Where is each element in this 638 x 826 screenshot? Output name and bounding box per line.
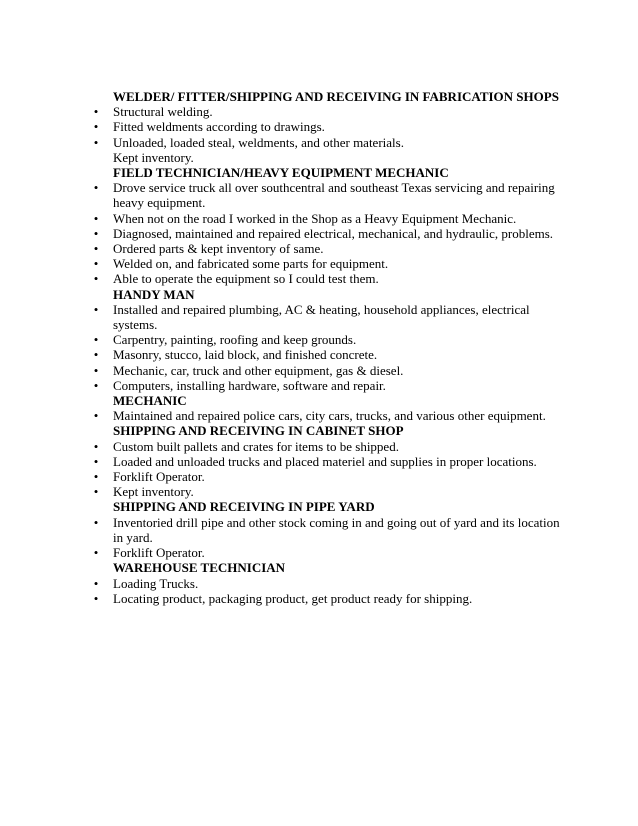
bullet-icon — [91, 226, 101, 241]
bullet-icon — [91, 241, 101, 256]
bullet-item — [113, 576, 563, 591]
bullet-item — [113, 469, 563, 484]
bullet-icon — [91, 271, 101, 286]
bullet-icon — [91, 347, 101, 362]
bullet-item — [113, 180, 563, 210]
bullet-icon — [91, 439, 101, 454]
bullet-item — [113, 408, 563, 423]
bullet-item — [113, 484, 563, 499]
bullet-icon — [91, 591, 101, 606]
bullet-item — [113, 104, 563, 119]
bullet-item — [113, 211, 563, 226]
bullet-text: Able to operate the equipment so I could test them. — [113, 271, 379, 287]
bullet-icon — [91, 332, 101, 347]
bullet-icon — [91, 211, 101, 226]
bullet-icon — [91, 378, 101, 393]
bullet-icon — [91, 256, 101, 271]
bullet-icon — [91, 454, 101, 469]
section-title: FIELD TECHNICIAN/HEAVY EQUIPMENT MECHANIC — [113, 165, 449, 181]
bullet-item — [113, 439, 563, 454]
bullet-text: Custom built pallets and crates for items to be shipped. — [113, 438, 399, 454]
resume-work-history — [0, 89, 638, 606]
bullet-item — [113, 135, 563, 150]
section-title: MECHANIC — [113, 393, 187, 409]
bullet-text: Masonry, stucco, laid block, and finished concrete. — [113, 347, 378, 363]
job-section — [0, 499, 638, 560]
bullet-icon — [91, 545, 101, 560]
bullet-item — [113, 332, 563, 347]
section-title: SHIPPING AND RECEIVING IN PIPE YARD — [113, 499, 375, 515]
bullet-item — [113, 226, 563, 241]
bullet-text: Installed and repaired plumbing, AC & heating, household appliances, electrical systems. — [113, 301, 530, 333]
bullet-item — [113, 347, 563, 362]
bullet-text: Ordered parts & kept inventory of same. — [113, 241, 324, 257]
bullet-item — [113, 363, 563, 378]
bullet-icon — [91, 302, 101, 317]
bullet-item — [113, 378, 563, 393]
bullet-icon — [91, 104, 101, 119]
bullet-text: Carpentry, painting, roofing and keep grounds. — [113, 332, 357, 348]
bullet-text: Computers, installing hardware, software and repair. — [113, 377, 386, 393]
section-title: WAREHOUSE TECHNICIAN — [113, 560, 286, 576]
section-title: WELDER/ FITTER/SHIPPING AND RECEIVING IN FABRICATION SHOPS — [113, 89, 559, 104]
bullet-text: Diagnosed, maintained and repaired electrical, mechanical, and hydraulic, problems. — [113, 225, 554, 241]
job-section — [0, 287, 638, 393]
bullet-icon — [91, 119, 101, 134]
bullet-icon — [91, 363, 101, 378]
bullet-text: Forklift Operator. — [113, 469, 205, 485]
bullet-item — [113, 241, 563, 256]
job-section — [0, 560, 638, 606]
bullet-item — [113, 515, 563, 545]
bullet-item — [113, 256, 563, 271]
job-section — [0, 393, 638, 423]
bullet-icon — [91, 408, 101, 423]
bullet-item — [113, 591, 563, 606]
bullet-item — [113, 119, 563, 134]
bullet-text: Maintained and repaired police cars, city cars, trucks, and various other equipment. — [113, 408, 546, 424]
bullet-text: Mechanic, car, truck and other equipment, gas & diesel. — [113, 362, 404, 378]
bullet-icon — [91, 515, 101, 530]
bullet-text: Kept inventory. — [113, 484, 194, 500]
bullet-icon — [91, 484, 101, 499]
bullet-icon — [91, 576, 101, 591]
job-section — [0, 89, 638, 165]
bullet-text: Loaded and unloaded trucks and placed materiel and supplies in proper locations. — [113, 453, 537, 469]
bullet-text: Structural welding. — [113, 104, 213, 120]
bullet-item — [113, 271, 563, 286]
bullet-item — [113, 545, 563, 560]
job-section — [0, 165, 638, 287]
bullet-icon — [91, 180, 101, 195]
bullet-text: Welded on, and fabricated some parts for equipment. — [113, 256, 389, 272]
bullet-text: Loading Trucks. — [113, 575, 199, 591]
bullet-text: Locating product, packaging product, get product ready for shipping. — [113, 590, 473, 606]
bullet-text: Forklift Operator. — [113, 545, 205, 561]
bullet-text: Inventoried drill pipe and other stock coming in and going out of yard and its location in yard. — [113, 514, 560, 545]
bullet-icon — [91, 469, 101, 484]
bullet-icon — [91, 135, 101, 150]
bullet-text: When not on the road I worked in the Shop as a Heavy Equipment Mechanic. — [113, 210, 517, 226]
job-section — [0, 423, 638, 499]
bullet-item — [113, 454, 563, 469]
bullet-text: Fitted weldments according to drawings. — [113, 119, 325, 135]
bullet-text: Unloaded, loaded steal, weldments, and other materials. — [113, 134, 404, 150]
bullet-text: Drove service truck all over southcentral and southeast Texas servicing and repairing heavy equipment. — [113, 180, 555, 211]
section-title: SHIPPING AND RECEIVING IN CABINET SHOP — [113, 423, 404, 439]
section-title: HANDY MAN — [113, 286, 195, 302]
trailing-text: Kept inventory. — [113, 149, 194, 165]
bullet-item — [113, 302, 563, 332]
